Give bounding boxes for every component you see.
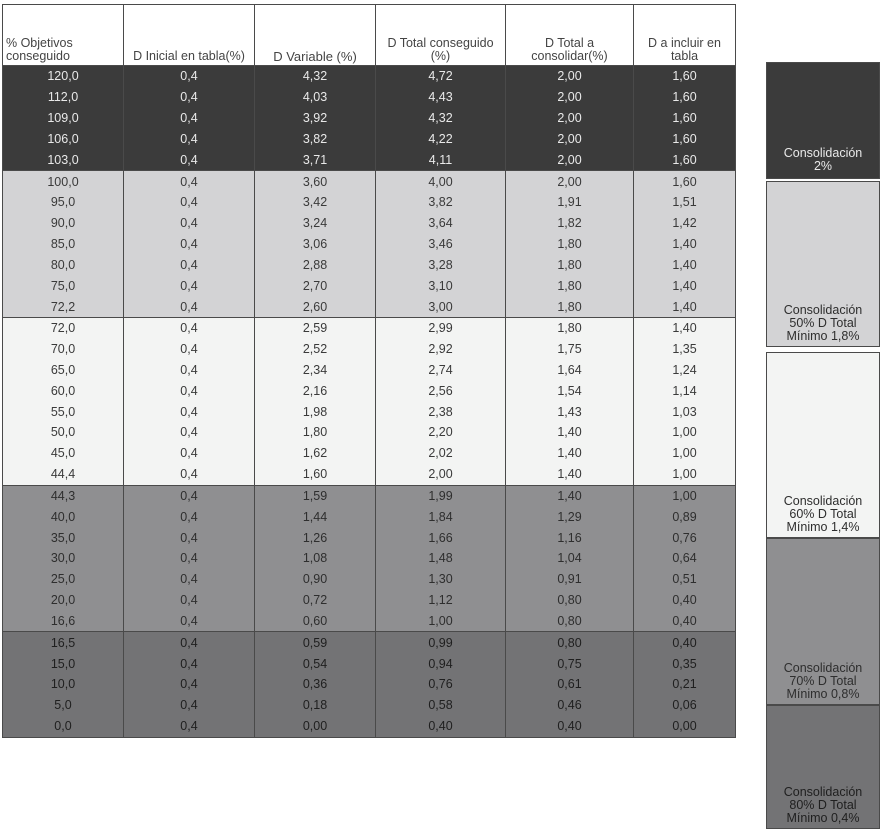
cell-objetivos: 72,2 <box>3 296 124 317</box>
cell-d-inicial: 0,4 <box>124 443 255 464</box>
table-row <box>3 674 736 695</box>
side-label-consolidation-80 <box>766 705 880 829</box>
cell-d-inicial: 0,4 <box>124 569 255 590</box>
cell-d-total-consolidar: 1,75 <box>506 339 634 360</box>
cell-d-incluir: 1,40 <box>634 254 736 275</box>
cell-d-inicial: 0,4 <box>124 611 255 632</box>
cell-d-variable: 1,26 <box>255 527 376 548</box>
cell-d-incluir: 0,64 <box>634 548 736 569</box>
cell-d-incluir: 1,40 <box>634 317 736 338</box>
cell-d-inicial: 0,4 <box>124 716 255 737</box>
cell-d-variable: 0,60 <box>255 611 376 632</box>
cell-d-total-consolidar: 1,80 <box>506 275 634 296</box>
header-objetivos: % Objetivos conseguido <box>3 5 124 66</box>
cell-objetivos: 0,0 <box>3 716 124 737</box>
cell-d-incluir: 1,00 <box>634 485 736 506</box>
cell-objetivos: 85,0 <box>3 234 124 255</box>
cell-objetivos: 44,3 <box>3 485 124 506</box>
cell-d-total-consolidar: 1,40 <box>506 485 634 506</box>
cell-d-variable: 3,92 <box>255 108 376 129</box>
cell-d-inicial: 0,4 <box>124 87 255 108</box>
cell-d-incluir: 0,40 <box>634 590 736 611</box>
cell-d-total-conseguido: 1,66 <box>376 527 506 548</box>
cell-d-total-conseguido: 2,02 <box>376 443 506 464</box>
cell-d-incluir: 1,60 <box>634 149 736 170</box>
table-row <box>3 548 736 569</box>
table-row <box>3 632 736 653</box>
table-row <box>3 653 736 674</box>
side-label-line: Mínimo 0,8% <box>786 687 860 701</box>
cell-d-inicial: 0,4 <box>124 128 255 149</box>
table-row <box>3 149 736 170</box>
cell-d-total-conseguido: 1,99 <box>376 485 506 506</box>
cell-d-inicial: 0,4 <box>124 296 255 317</box>
cell-d-inicial: 0,4 <box>124 149 255 170</box>
cell-d-total-consolidar: 2,00 <box>506 87 634 108</box>
group-consolidation-60 <box>3 317 736 485</box>
table-row <box>3 128 736 149</box>
cell-d-total-conseguido: 1,12 <box>376 590 506 611</box>
table-row <box>3 192 736 213</box>
cell-d-total-consolidar: 1,82 <box>506 213 634 234</box>
cell-objetivos: 16,6 <box>3 611 124 632</box>
cell-d-total-conseguido: 0,99 <box>376 632 506 653</box>
table-row <box>3 464 736 485</box>
group-consolidation-80 <box>3 632 736 737</box>
cell-d-total-conseguido: 4,72 <box>376 66 506 87</box>
cell-d-total-consolidar: 0,91 <box>506 569 634 590</box>
cell-d-total-consolidar: 0,75 <box>506 653 634 674</box>
cell-objetivos: 55,0 <box>3 401 124 422</box>
cell-d-incluir: 1,40 <box>634 275 736 296</box>
table-row <box>3 317 736 338</box>
cell-d-variable: 2,16 <box>255 380 376 401</box>
side-label-consolidation-60 <box>766 352 880 538</box>
cell-d-inicial: 0,4 <box>124 485 255 506</box>
cell-objetivos: 35,0 <box>3 527 124 548</box>
cell-d-variable: 4,32 <box>255 66 376 87</box>
cell-d-incluir: 1,51 <box>634 192 736 213</box>
table-row <box>3 254 736 275</box>
cell-objetivos: 15,0 <box>3 653 124 674</box>
cell-d-total-conseguido: 0,76 <box>376 674 506 695</box>
cell-d-variable: 4,03 <box>255 87 376 108</box>
cell-d-total-consolidar: 2,00 <box>506 128 634 149</box>
cell-d-total-consolidar: 1,80 <box>506 296 634 317</box>
header-row <box>3 5 736 66</box>
cell-d-incluir: 1,60 <box>634 87 736 108</box>
group-consolidation-2 <box>3 66 736 171</box>
table-row <box>3 422 736 443</box>
cell-d-total-consolidar: 0,80 <box>506 611 634 632</box>
cell-d-total-conseguido: 4,32 <box>376 108 506 129</box>
cell-d-total-consolidar: 1,80 <box>506 234 634 255</box>
table-row <box>3 296 736 317</box>
cell-d-incluir: 0,21 <box>634 674 736 695</box>
cell-d-inicial: 0,4 <box>124 254 255 275</box>
side-label-line: Consolidación <box>783 661 863 675</box>
cell-d-incluir: 1,60 <box>634 66 736 87</box>
cell-d-incluir: 1,60 <box>634 108 736 129</box>
cell-d-total-conseguido: 1,30 <box>376 569 506 590</box>
cell-objetivos: 16,5 <box>3 632 124 653</box>
cell-d-total-consolidar: 1,54 <box>506 380 634 401</box>
table-row <box>3 234 736 255</box>
cell-d-incluir: 1,40 <box>634 234 736 255</box>
cell-d-total-conseguido: 2,00 <box>376 464 506 485</box>
cell-d-total-conseguido: 3,64 <box>376 213 506 234</box>
cell-d-variable: 0,54 <box>255 653 376 674</box>
cell-d-total-consolidar: 1,43 <box>506 401 634 422</box>
table-row <box>3 569 736 590</box>
cell-d-variable: 1,98 <box>255 401 376 422</box>
side-label-line: 60% D Total <box>789 507 857 521</box>
cell-d-inicial: 0,4 <box>124 66 255 87</box>
cell-d-incluir: 0,51 <box>634 569 736 590</box>
cell-d-total-consolidar: 0,46 <box>506 695 634 716</box>
table-row <box>3 506 736 527</box>
cell-d-variable: 3,06 <box>255 234 376 255</box>
cell-d-total-consolidar: 1,29 <box>506 506 634 527</box>
table-row <box>3 611 736 632</box>
cell-d-inicial: 0,4 <box>124 653 255 674</box>
cell-d-total-consolidar: 1,40 <box>506 464 634 485</box>
cell-d-variable: 0,36 <box>255 674 376 695</box>
cell-d-total-consolidar: 1,64 <box>506 360 634 381</box>
cell-d-total-consolidar: 1,40 <box>506 422 634 443</box>
side-label-line: Consolidación <box>783 494 863 508</box>
cell-objetivos: 5,0 <box>3 695 124 716</box>
side-label-line: 50% D Total <box>789 316 857 330</box>
cell-objetivos: 25,0 <box>3 569 124 590</box>
consolidation-table <box>2 4 736 738</box>
header-d-incluir: D a incluir en tabla <box>634 5 736 66</box>
cell-d-total-consolidar: 2,00 <box>506 66 634 87</box>
cell-d-incluir: 0,76 <box>634 527 736 548</box>
cell-objetivos: 50,0 <box>3 422 124 443</box>
side-label-line: 70% D Total <box>789 674 857 688</box>
cell-objetivos: 100,0 <box>3 171 124 192</box>
cell-d-total-conseguido: 3,10 <box>376 275 506 296</box>
cell-objetivos: 109,0 <box>3 108 124 129</box>
cell-objetivos: 75,0 <box>3 275 124 296</box>
cell-objetivos: 90,0 <box>3 213 124 234</box>
cell-d-inicial: 0,4 <box>124 192 255 213</box>
cell-d-inicial: 0,4 <box>124 213 255 234</box>
cell-d-inicial: 0,4 <box>124 275 255 296</box>
cell-d-variable: 1,62 <box>255 443 376 464</box>
cell-d-inicial: 0,4 <box>124 464 255 485</box>
cell-d-total-conseguido: 4,43 <box>376 87 506 108</box>
cell-d-variable: 1,44 <box>255 506 376 527</box>
table-row <box>3 275 736 296</box>
cell-d-variable: 0,90 <box>255 569 376 590</box>
cell-d-variable: 1,59 <box>255 485 376 506</box>
cell-d-inicial: 0,4 <box>124 506 255 527</box>
cell-d-total-conseguido: 2,20 <box>376 422 506 443</box>
cell-d-incluir: 0,06 <box>634 695 736 716</box>
cell-d-total-conseguido: 4,22 <box>376 128 506 149</box>
cell-d-variable: 0,00 <box>255 716 376 737</box>
table-row <box>3 380 736 401</box>
table-row <box>3 485 736 506</box>
cell-d-total-conseguido: 3,46 <box>376 234 506 255</box>
cell-objetivos: 120,0 <box>3 66 124 87</box>
cell-d-total-consolidar: 1,04 <box>506 548 634 569</box>
cell-d-total-conseguido: 4,00 <box>376 171 506 192</box>
cell-d-inicial: 0,4 <box>124 674 255 695</box>
cell-d-total-conseguido: 2,56 <box>376 380 506 401</box>
cell-d-variable: 2,60 <box>255 296 376 317</box>
cell-d-incluir: 0,40 <box>634 611 736 632</box>
table-row <box>3 443 736 464</box>
cell-d-inicial: 0,4 <box>124 401 255 422</box>
side-label-line: Mínimo 1,8% <box>786 329 860 343</box>
cell-d-incluir: 1,42 <box>634 213 736 234</box>
cell-d-total-conseguido: 4,11 <box>376 149 506 170</box>
cell-d-inicial: 0,4 <box>124 171 255 192</box>
cell-d-incluir: 0,35 <box>634 653 736 674</box>
side-label-line: 80% D Total <box>789 798 857 812</box>
cell-d-total-conseguido: 2,38 <box>376 401 506 422</box>
cell-d-incluir: 1,60 <box>634 128 736 149</box>
cell-d-variable: 3,24 <box>255 213 376 234</box>
cell-d-total-conseguido: 0,94 <box>376 653 506 674</box>
cell-d-total-consolidar: 0,80 <box>506 590 634 611</box>
cell-d-total-conseguido: 3,28 <box>376 254 506 275</box>
table-row <box>3 213 736 234</box>
table-row <box>3 401 736 422</box>
cell-d-inicial: 0,4 <box>124 108 255 129</box>
cell-d-variable: 1,60 <box>255 464 376 485</box>
table-row <box>3 360 736 381</box>
table-row <box>3 66 736 87</box>
side-label-line: 2% <box>813 159 833 173</box>
cell-objetivos: 95,0 <box>3 192 124 213</box>
cell-d-inicial: 0,4 <box>124 339 255 360</box>
cell-objetivos: 30,0 <box>3 548 124 569</box>
cell-d-variable: 3,82 <box>255 128 376 149</box>
header-d-variable: D Variable (%) <box>255 5 376 66</box>
cell-d-variable: 0,59 <box>255 632 376 653</box>
cell-d-incluir: 1,24 <box>634 360 736 381</box>
cell-d-total-consolidar: 2,00 <box>506 171 634 192</box>
cell-objetivos: 45,0 <box>3 443 124 464</box>
cell-d-total-consolidar: 1,91 <box>506 192 634 213</box>
cell-d-incluir: 0,00 <box>634 716 736 737</box>
cell-d-total-consolidar: 0,40 <box>506 716 634 737</box>
cell-d-total-conseguido: 0,40 <box>376 716 506 737</box>
cell-d-inicial: 0,4 <box>124 360 255 381</box>
side-label-consolidation-2 <box>766 62 880 179</box>
side-label-line: Mínimo 0,4% <box>786 811 860 825</box>
cell-d-total-consolidar: 0,61 <box>506 674 634 695</box>
side-label-line: Mínimo 1,4% <box>786 520 860 534</box>
cell-d-total-conseguido: 1,00 <box>376 611 506 632</box>
cell-d-variable: 0,72 <box>255 590 376 611</box>
side-label-consolidation-70 <box>766 538 880 705</box>
cell-d-incluir: 0,89 <box>634 506 736 527</box>
cell-d-inicial: 0,4 <box>124 422 255 443</box>
cell-objetivos: 40,0 <box>3 506 124 527</box>
cell-objetivos: 72,0 <box>3 317 124 338</box>
cell-d-variable: 2,88 <box>255 254 376 275</box>
group-consolidation-50 <box>3 171 736 318</box>
cell-d-total-consolidar: 0,80 <box>506 632 634 653</box>
cell-d-incluir: 1,00 <box>634 443 736 464</box>
header-d-inicial: D Inicial en tabla(%) <box>124 5 255 66</box>
cell-d-total-consolidar: 2,00 <box>506 108 634 129</box>
cell-d-total-conseguido: 3,82 <box>376 192 506 213</box>
cell-d-inicial: 0,4 <box>124 527 255 548</box>
cell-d-total-consolidar: 1,80 <box>506 317 634 338</box>
cell-d-total-conseguido: 3,00 <box>376 296 506 317</box>
cell-d-inicial: 0,4 <box>124 632 255 653</box>
cell-d-incluir: 1,03 <box>634 401 736 422</box>
cell-d-inicial: 0,4 <box>124 317 255 338</box>
cell-objetivos: 10,0 <box>3 674 124 695</box>
table-row <box>3 108 736 129</box>
cell-objetivos: 103,0 <box>3 149 124 170</box>
cell-d-variable: 3,71 <box>255 149 376 170</box>
cell-d-total-conseguido: 2,74 <box>376 360 506 381</box>
header-d-total-consolidar: D Total a consolidar(%) <box>506 5 634 66</box>
cell-d-total-conseguido: 1,84 <box>376 506 506 527</box>
cell-d-inicial: 0,4 <box>124 695 255 716</box>
table-row <box>3 87 736 108</box>
cell-d-incluir: 1,00 <box>634 464 736 485</box>
side-label-line: Consolidación <box>783 303 863 317</box>
cell-d-total-consolidar: 1,16 <box>506 527 634 548</box>
cell-objetivos: 20,0 <box>3 590 124 611</box>
cell-d-variable: 1,08 <box>255 548 376 569</box>
cell-d-incluir: 1,60 <box>634 171 736 192</box>
table-row <box>3 716 736 737</box>
cell-objetivos: 70,0 <box>3 339 124 360</box>
cell-d-variable: 2,59 <box>255 317 376 338</box>
cell-d-inicial: 0,4 <box>124 548 255 569</box>
side-label-line: Consolidación <box>783 785 863 799</box>
table-row <box>3 695 736 716</box>
cell-d-incluir: 1,40 <box>634 296 736 317</box>
cell-d-variable: 2,52 <box>255 339 376 360</box>
table-row <box>3 339 736 360</box>
cell-d-variable: 2,70 <box>255 275 376 296</box>
cell-d-incluir: 1,14 <box>634 380 736 401</box>
cell-d-total-consolidar: 1,80 <box>506 254 634 275</box>
cell-d-total-consolidar: 2,00 <box>506 149 634 170</box>
cell-d-variable: 2,34 <box>255 360 376 381</box>
cell-d-total-consolidar: 1,40 <box>506 443 634 464</box>
cell-objetivos: 80,0 <box>3 254 124 275</box>
cell-objetivos: 112,0 <box>3 87 124 108</box>
side-label-line: Consolidación <box>783 146 863 160</box>
group-consolidation-70 <box>3 485 736 632</box>
cell-d-incluir: 0,40 <box>634 632 736 653</box>
cell-d-total-conseguido: 2,92 <box>376 339 506 360</box>
table-row <box>3 527 736 548</box>
cell-d-total-conseguido: 2,99 <box>376 317 506 338</box>
cell-objetivos: 65,0 <box>3 360 124 381</box>
cell-d-inicial: 0,4 <box>124 380 255 401</box>
cell-d-variable: 0,18 <box>255 695 376 716</box>
cell-d-total-conseguido: 0,58 <box>376 695 506 716</box>
cell-d-variable: 3,60 <box>255 171 376 192</box>
cell-d-inicial: 0,4 <box>124 234 255 255</box>
cell-objetivos: 44,4 <box>3 464 124 485</box>
table-row <box>3 590 736 611</box>
table-row <box>3 171 736 192</box>
cell-d-inicial: 0,4 <box>124 590 255 611</box>
cell-d-incluir: 1,00 <box>634 422 736 443</box>
cell-d-total-conseguido: 1,48 <box>376 548 506 569</box>
cell-d-variable: 1,80 <box>255 422 376 443</box>
cell-d-variable: 3,42 <box>255 192 376 213</box>
side-label-consolidation-50 <box>766 181 880 347</box>
header-d-total-conseguido: D Total conseguido (%) <box>376 5 506 66</box>
cell-objetivos: 106,0 <box>3 128 124 149</box>
cell-d-incluir: 1,35 <box>634 339 736 360</box>
cell-objetivos: 60,0 <box>3 380 124 401</box>
